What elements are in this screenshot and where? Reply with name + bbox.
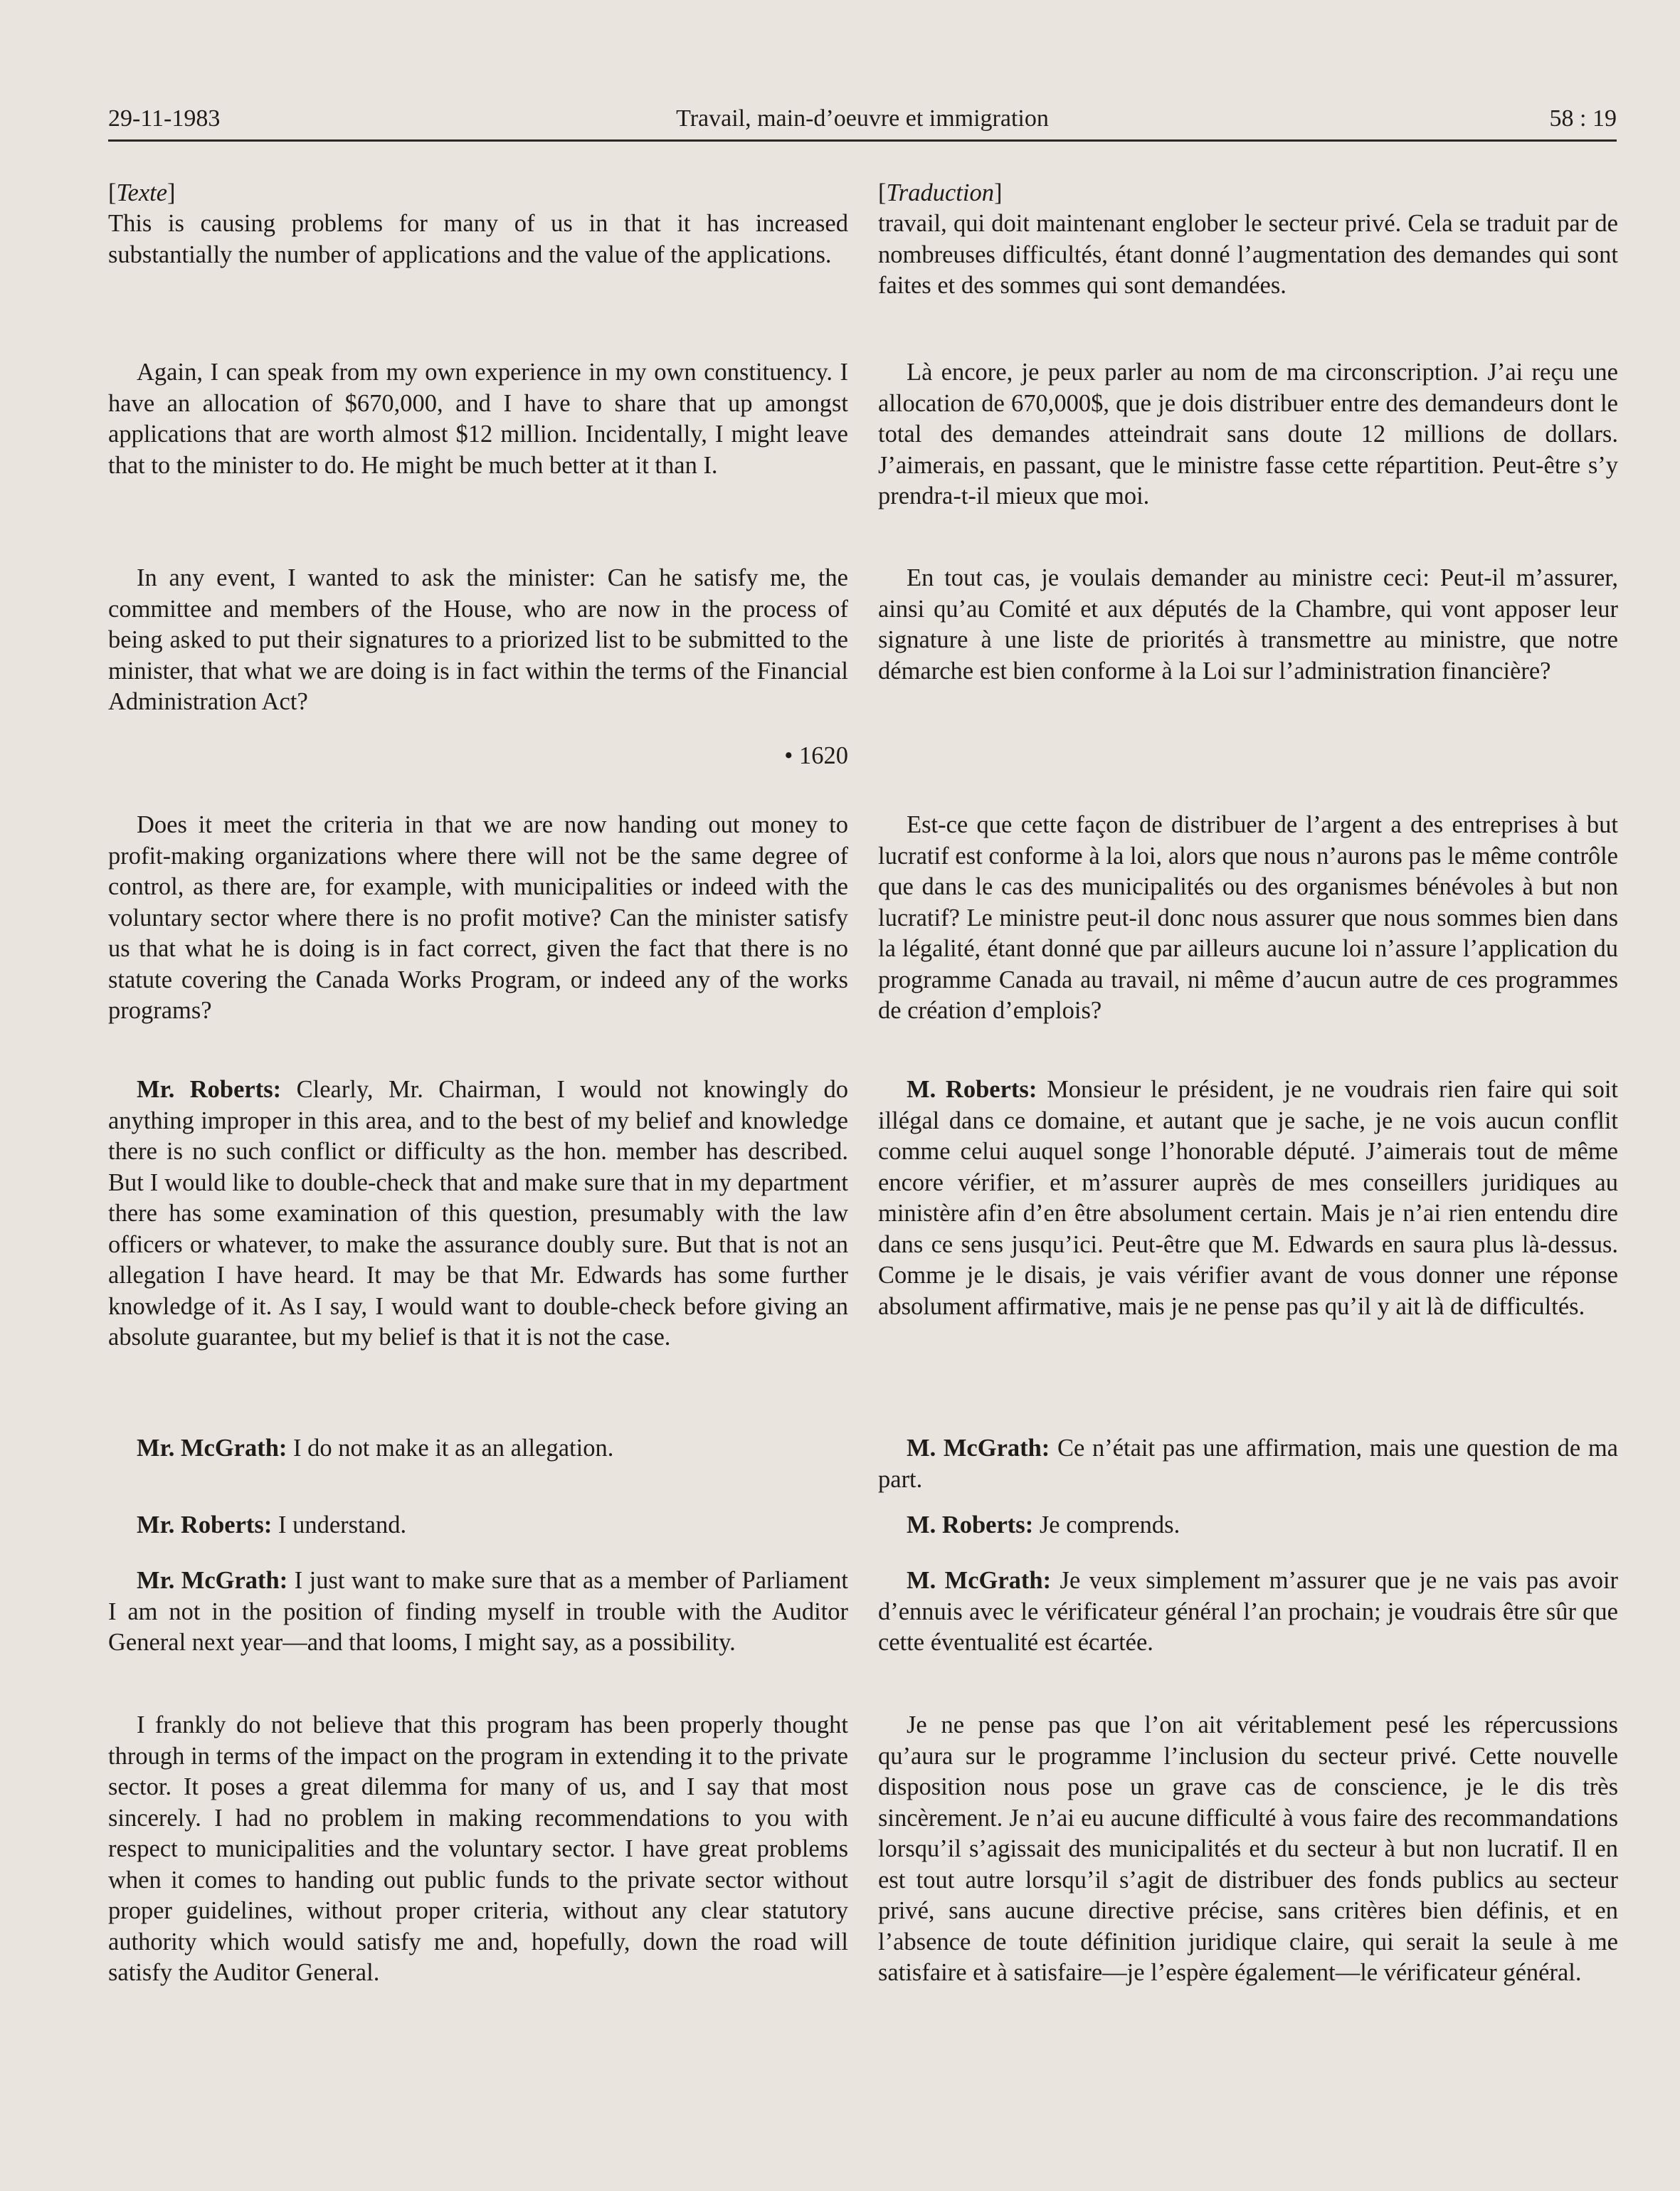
speech-roberts: Mr. Roberts: I understand. [137, 1511, 407, 1538]
paragraph: travail, qui doit maintenant englober le secteur privé. Cela se traduit par de nombreuses difficultés, étant donné l’augmentation des demandes qui sont faites et des sommes qui sont demandées. [878, 210, 1618, 299]
speech-mcgrath: Mr. McGrath: I just want to make sure that as a member of Parliament I am not in the position of finding myself in trouble with the Auditor General next year—and that looms, I might say, as a possibility. [108, 1567, 848, 1656]
speaker-name: M. Roberts: [907, 1076, 1037, 1103]
speaker-name: M. McGrath: [907, 1435, 1050, 1462]
speaker-name: M. Roberts: [907, 1511, 1034, 1538]
speech-mcgrath: M. McGrath: Je veux simplement m’assurer que je ne vais pas avoir d’ennuis avec le vérificateur général l’an prochain; je voudrais être sûr que cette éventualité est écartée. [878, 1567, 1619, 1656]
speech-mcgrath: M. McGrath: Ce n’était pas une affirmation, mais une question de ma part. [878, 1435, 1618, 1493]
header-date: 29-11-1983 [108, 105, 221, 132]
header-page-number: 58 : 19 [1549, 105, 1617, 132]
column-tag: [Texte] [108, 179, 176, 206]
column-tag: [Traduction] [878, 179, 1003, 206]
paragraph: Again, I can speak from my own experience in my own constituency. I have an allocation of $670,000, and I have to share that up amongst applications that are worth almost $12 million. Incidentally, I might leave that to the minister to do. He might be much better at it than I. [108, 359, 848, 479]
speaker-name: Mr. McGrath: [137, 1435, 287, 1462]
speaker-name: Mr. Roberts: [137, 1076, 282, 1103]
speaker-name: Mr. McGrath: [137, 1567, 288, 1594]
speech-mcgrath: Mr. McGrath: I do not make it as an allegation. [137, 1435, 614, 1462]
page-header [108, 104, 1617, 142]
paragraph: This is causing problems for many of us in that it has increased substantially the number of applications and the value of the applications. [108, 210, 848, 268]
paragraph: Est-ce que cette façon de distribuer de l’argent a des entreprises à but lucratif est conforme à la loi, alors que nous n’aurons pas le même contrôle que dans le cas des municipalités ou des organismes bénévoles à but non lucratif? Le ministre peut-il donc nous assurer que nous sommes bien dans la légalité, étant donné que par ailleurs aucune loi n’assure l’application du programme Canada au travail, ni même d’aucun autre de ces programmes de création d’emplois? [878, 811, 1618, 1024]
speech-roberts: M. Roberts: Je comprends. [907, 1511, 1180, 1538]
time-marker: • 1620 [784, 742, 848, 769]
speaker-name: M. McGrath: [907, 1567, 1052, 1594]
paragraph: In any event, I wanted to ask the minister: Can he satisfy me, the committee and members of the House, who are now in the process of being asked to put their signatures to a priorized list to be submitted to the minister, that what we are doing is in fact within the terms of the Financial Administration Act? [108, 564, 848, 715]
speech-roberts: M. Roberts: Monsieur le président, je ne voudrais rien faire qui soit illégal dans ce domaine, et autant que je sache, je ne vois aucun conflit comme celui auquel songe l’honorable député. J’aimerais tout de même encore vérifier, et m’assurer auprès de mes conseillers juridiques au ministère afin d’en être absolument certain. Mais je n’ai rien entendu dire dans ce sens jusqu’ici. Peut-être que M. Edwards en saura plus là-dessus. Comme je le disais, je vais vérifier avant de vous donner une réponse absolument affirmative, mais je ne pense pas qu’il y ait là de difficultés. [878, 1076, 1618, 1320]
speaker-name: Mr. Roberts: [137, 1511, 273, 1538]
header-title: Travail, main-d’oeuvre et immigration [676, 105, 1049, 132]
speech-roberts: Mr. Roberts: Clearly, Mr. Chairman, I would not knowingly do anything improper in this area, and to the best of my belief and knowledge there is no such conflict or difficulty as the hon. member has described. But I would like to double-check that and make sure that in my department there has some examination of this question, presumably with the law officers or whatever, to make the assurance doubly sure. But that is not an allegation I have heard. It may be that Mr. Edwards has some further knowledge of it. As I say, I would want to double-check before giving an absolute guarantee, but my belief is that it is not the case. [108, 1076, 849, 1351]
paragraph: Là encore, je peux parler au nom de ma circonscription. J’ai reçu une allocation de 670,000$, que je dois distribuer entre des demandeurs dont le total des demandes atteindrait sans doute 12 millions de dollars. J’aimerais, en passant, que le ministre fasse cette répartition. Peut-être s’y prendra-t-il mieux que moi. [878, 359, 1618, 510]
paragraph: En tout cas, je voulais demander au ministre ceci: Peut-il m’assurer, ainsi qu’au Comité et aux députés de la Chambre, qui vont apposer leur signature à une liste de priorités à transmettre au ministre, que notre démarche est bien conforme à la Loi sur l’administration financière? [878, 564, 1618, 685]
paragraph: I frankly do not believe that this program has been properly thought through in terms of the impact on the program in extending it to the private sector. It poses a great dilemma for many of us, and I say that most sincerely. I had no problem in making recommendations to you with respect to municipalities and the voluntary sector. I have great problems when it comes to handing out public funds to the private sector without proper guidelines, without proper criteria, without any clear statutory authority which would satisfy me and, hopefully, down the road will satisfy the Auditor General. [108, 1711, 848, 1986]
paragraph: Does it meet the criteria in that we are now handing out money to profit-making organizations where there will not be the same degree of control, as there are, for example, with municipalities or indeed with the voluntary sector where there is no profit motive? Can the minister satisfy us that what he is doing is in fact correct, given the fact that there is no statute covering the Canada Works Program, or indeed any of the works programs? [108, 811, 848, 1024]
paragraph: Je ne pense pas que l’on ait véritablement pesé les répercussions qu’aura sur le programme l’inclusion du secteur privé. Cette nouvelle disposition nous pose un grave cas de conscience, je le dis très sincèrement. Je n’ai eu aucune difficulté à vous faire des recommandations lorsqu’il s’agissait des municipalités et du secteur à but non lucratif. Il en est tout autre lorsqu’il s’agit de distribuer des fonds publics au secteur privé, sans aucune directive précise, sans critères bien définis, et en l’absence de toute définition juridique claire, qui serait la seule à me satisfaire et à satisfaire—je l’espère également—le vérificateur général. [878, 1711, 1618, 1986]
